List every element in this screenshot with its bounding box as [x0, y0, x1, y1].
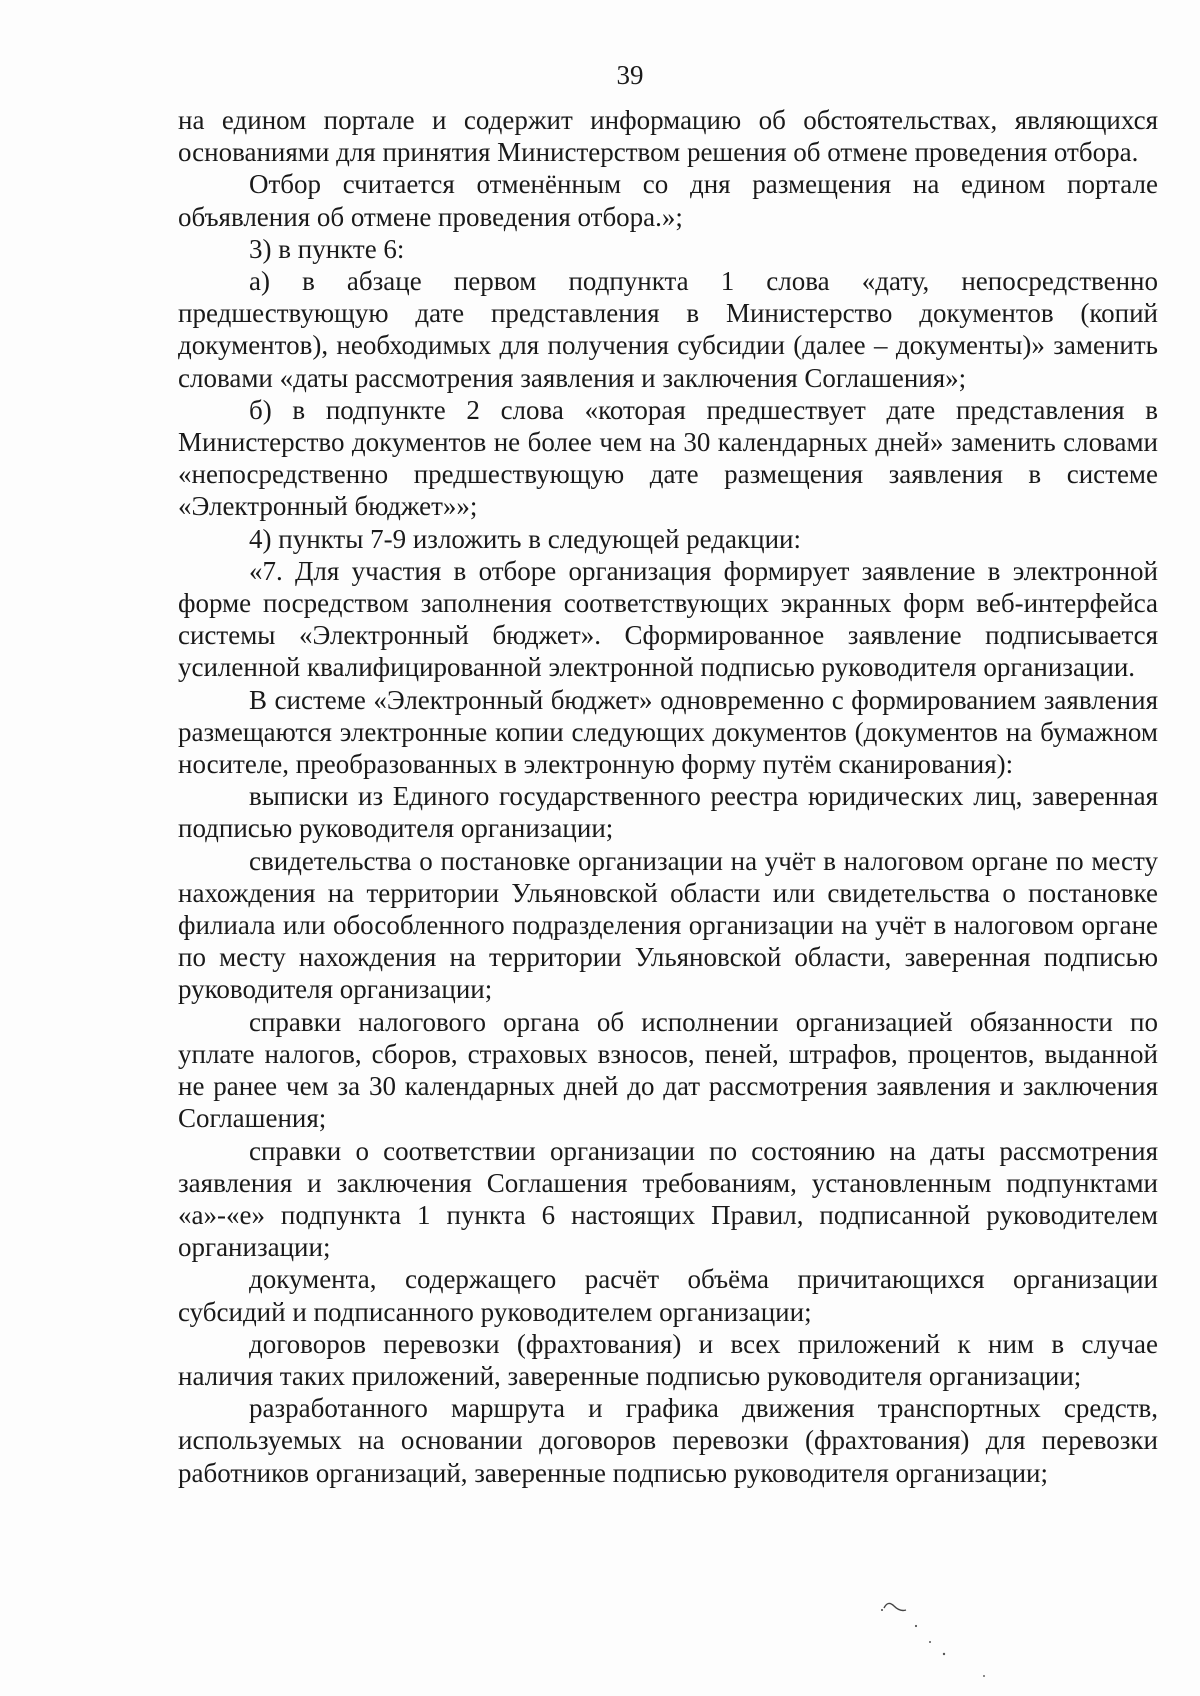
paragraph: «7. Для участия в отборе организация формирует заявление в электронной форме посредством заполнения соответствующих экранных форм веб-интерфейса системы «Электронный бюджет». Сформированное заявление подписывается усиленной квалифицированной электронной подписью руководителя организации. — [178, 555, 1158, 683]
paragraph: документа, содержащего расчёт объёма причитающихся организации субсидий и подписанного руководителем организации; — [178, 1264, 1158, 1327]
paragraph: свидетельства о постановке организации на учёт в налоговом органе по месту нахождения на территории Ульяновской области или свидетельства о постановке филиала или обособленного подразделения организации на учёт в налоговом органе по месту нахождения на территории Ульяновской области, заверенная подписью руководителя организации; — [178, 845, 1158, 1005]
scan-artifact-marks — [880, 1596, 1000, 1686]
paragraph: В системе «Электронный бюджет» одновременно с формированием заявления размещаются электронные копии следующих документов (документов на бумажном носителе, преобразованных в электронную форму путём сканирования): — [178, 684, 1158, 780]
paragraph: а) в абзаце первом подпункта 1 слова «дату, непосредственно предшествующую дате представления в Министерство документов (копий документов), необходимых для получения субсидии (далее – документы)» заменить словами «даты рассмотрения заявления и заключения Соглашения»; — [178, 266, 1158, 393]
paragraph: договоров перевозки (фрахтования) и всех приложений к ним в случае наличия таких приложений, заверенные подписью руководителя организации; — [178, 1328, 1158, 1391]
paragraph: справки о соответствии организации по состоянию на даты рассмотрения заявления и заключения Соглашения требованиям, установленным подпунктами «а»-«е» подпункта 1 пункта 6 настоящих Правил, подписанной руководителем организации; — [178, 1135, 1158, 1263]
document-body — [178, 104, 1158, 1489]
paragraph: 4) пункты 7-9 изложить в следующей редакции: — [249, 523, 801, 554]
paragraph: выписки из Единого государственного реестра юридических лиц, заверенная подписью руководителя организации; — [178, 781, 1158, 844]
page-number: 39 — [616, 60, 644, 90]
paragraph: 3) в пункте 6: — [249, 233, 405, 264]
paragraph: справки налогового органа об исполнении организацией обязанности по уплате налогов, сборов, страховых взносов, пеней, штрафов, процентов, выданной не ранее чем за 30 календарных дней до дат рассмотрения заявления и заключения Соглашения; — [178, 1006, 1158, 1134]
paragraph: разработанного маршрута и графика движения транспортных средств, используемых на основании договоров перевозки (фрахтования) для перевозки работников организаций, заверенные подписью руководителя организации; — [178, 1393, 1158, 1488]
paragraph: Отбор считается отменённым со дня размещения на едином портале объявления об отмене проведения отбора.»; — [178, 169, 1158, 232]
paragraph: б) в подпункте 2 слова «которая предшествует дате представления в Министерство документов не более чем на 30 календарных дней» заменить словами «непосредственно предшествующую дате размещения заявления в системе «Электронный бюджет»»; — [178, 394, 1158, 522]
paragraph: на едином портале и содержит информацию об обстоятельствах, являющихся основаниями для принятия Министерством решения об отмене проведения отбора. — [178, 105, 1158, 168]
